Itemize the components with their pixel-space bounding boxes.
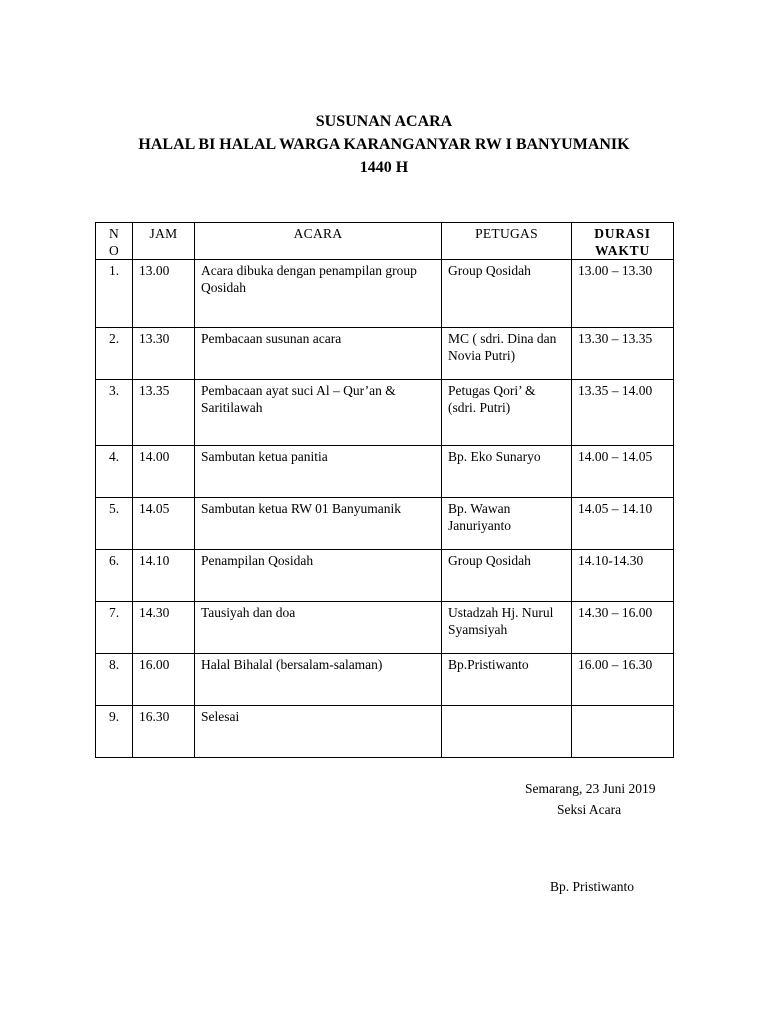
cell-durasi: 13.30 – 13.35	[572, 328, 674, 380]
title-line-3: 1440 H	[359, 159, 409, 176]
cell-no: 3.	[96, 380, 133, 446]
signature-name: Bp. Pristiwanto	[550, 879, 635, 894]
cell-petugas: Bp. Wawan Januriyanto	[442, 498, 572, 550]
cell-no: 7.	[96, 602, 133, 654]
cell-no: 8.	[96, 654, 133, 706]
cell-acara: Tausiyah dan doa	[195, 602, 442, 654]
signature-place-date: Semarang, 23 Juni 2019	[525, 781, 656, 796]
cell-petugas: Ustadzah Hj. Nurul Syamsiyah	[442, 602, 572, 654]
cell-acara: Halal Bihalal (bersalam-salaman)	[195, 654, 442, 706]
table-header-row	[96, 223, 674, 260]
table-row	[96, 654, 674, 706]
cell-jam: 16.00	[133, 654, 195, 706]
table-row	[96, 706, 674, 758]
header-acara: ACARA	[195, 223, 442, 260]
cell-acara: Selesai	[195, 706, 442, 758]
cell-no: 4.	[96, 446, 133, 498]
signature-department: Seksi Acara	[557, 802, 622, 817]
schedule-table	[95, 222, 674, 758]
header-durasi-line2: WAKTU	[594, 243, 650, 258]
header-jam: JAM	[133, 223, 195, 260]
cell-jam: 14.05	[133, 498, 195, 550]
cell-no: 5.	[96, 498, 133, 550]
table-row	[96, 446, 674, 498]
cell-petugas: MC ( sdri. Dina dan Novia Putri)	[442, 328, 572, 380]
cell-jam: 13.00	[133, 260, 195, 328]
cell-no: 6.	[96, 550, 133, 602]
title-line-2: HALAL BI HALAL WARGA KARANGANYAR RW I BANYUMANIK	[138, 136, 630, 153]
document-title	[0, 110, 768, 179]
cell-acara: Penampilan Qosidah	[195, 550, 442, 602]
cell-jam: 13.35	[133, 380, 195, 446]
cell-petugas	[442, 706, 572, 758]
cell-no: 2.	[96, 328, 133, 380]
cell-petugas: Petugas Qori’ & (sdri. Putri)	[442, 380, 572, 446]
cell-durasi: 14.00 – 14.05	[572, 446, 674, 498]
cell-jam: 14.30	[133, 602, 195, 654]
cell-acara: Sambutan ketua RW 01 Banyumanik	[195, 498, 442, 550]
header-petugas: PETUGAS	[442, 223, 572, 260]
cell-durasi: 16.00 – 16.30	[572, 654, 674, 706]
header-no	[96, 223, 133, 260]
cell-durasi: 13.00 – 13.30	[572, 260, 674, 328]
cell-jam: 13.30	[133, 328, 195, 380]
header-durasi-line1: DURASI	[594, 226, 651, 241]
cell-jam: 14.10	[133, 550, 195, 602]
cell-jam: 16.30	[133, 706, 195, 758]
cell-acara: Sambutan ketua panitia	[195, 446, 442, 498]
cell-durasi	[572, 706, 674, 758]
cell-durasi: 14.05 – 14.10	[572, 498, 674, 550]
cell-no: 1.	[96, 260, 133, 328]
cell-petugas: Group Qosidah	[442, 550, 572, 602]
header-no-line2: O	[108, 243, 120, 258]
cell-acara: Pembacaan ayat suci Al – Qur’an & Saritilawah	[195, 380, 442, 446]
cell-petugas: Bp. Eko Sunaryo	[442, 446, 572, 498]
table-row	[96, 602, 674, 654]
cell-durasi: 14.10-14.30	[572, 550, 674, 602]
cell-durasi: 13.35 – 14.00	[572, 380, 674, 446]
table-row	[96, 260, 674, 328]
cell-petugas: Group Qosidah	[442, 260, 572, 328]
table-row	[96, 380, 674, 446]
title-line-1: SUSUNAN ACARA	[315, 113, 453, 130]
header-no-line1: N	[108, 226, 120, 241]
cell-no: 9.	[96, 706, 133, 758]
table-row	[96, 328, 674, 380]
table-row	[96, 550, 674, 602]
cell-petugas: Bp.Pristiwanto	[442, 654, 572, 706]
cell-jam: 14.00	[133, 446, 195, 498]
table-row	[96, 498, 674, 550]
cell-acara: Acara dibuka dengan penampilan group Qosidah	[195, 260, 442, 328]
cell-durasi: 14.30 – 16.00	[572, 602, 674, 654]
header-durasi	[572, 223, 674, 260]
cell-acara: Pembacaan susunan acara	[195, 328, 442, 380]
